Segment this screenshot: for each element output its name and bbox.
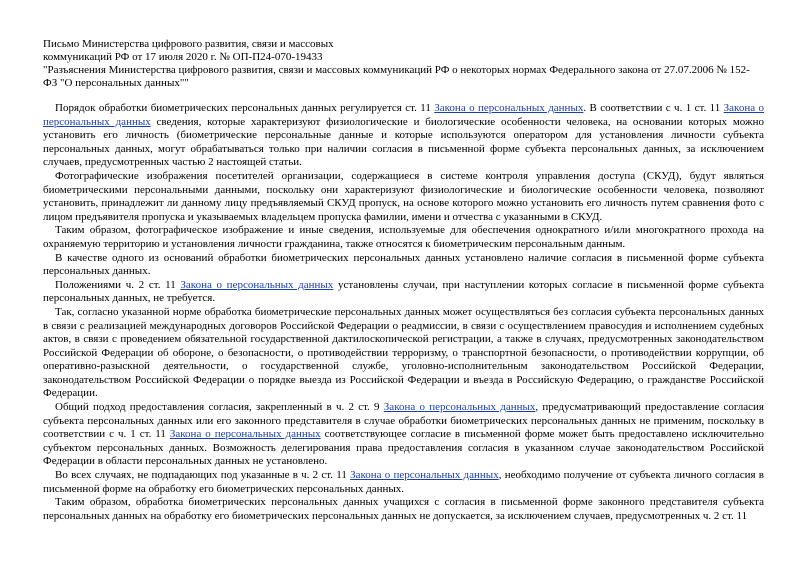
- law-link[interactable]: Закона о персональных данных: [383, 401, 536, 414]
- law-link[interactable]: Закона о персональных данных: [350, 469, 499, 482]
- law-link[interactable]: Закона о персональных данных: [180, 278, 334, 291]
- document-body: [43, 102, 764, 523]
- header-line-2: коммуникаций РФ от 17 июля 2020 г. № ОП-П24-070-19433: [43, 51, 323, 63]
- header-line-4: ФЗ "О персональных данных"": [43, 77, 189, 89]
- paragraph: Положениями ч. 2 ст. 11 Закона о персональных данных установлены случаи, при наступлении которых согласие в письменной форме субъекта персональных данных, не требуется.: [43, 278, 764, 305]
- paragraph: В качестве одного из оснований обработки биометрических персональных данных установлено наличие согласия в письменной форме субъекта персональных данных.: [43, 251, 764, 278]
- paragraph: Таким образом, обработка биометрических персональных данных учащихся с согласия в письменной форме законного представителя субъекта персональных данных на обработку его биометрических персональных данных не допускается, за исключением случаев, предусмотренных ч. 2 ст. 11: [43, 496, 764, 522]
- header-line-1: Письмо Министерства цифрового развития, связи и массовых: [43, 38, 334, 50]
- paragraph: Во всех случаях, не подпадающих под указанные в ч. 2 ст. 11 Закона о персональных данных, необходимо получение от субъекта личного согласия в письменной форме на обработку его биометрических персональных данных.: [43, 469, 764, 495]
- header-line-3: "Разъяснения Министерства цифрового развития, связи и массовых коммуникаций РФ о некоторых нормах Федерального закона от 27.07.2006 № 152-: [43, 64, 750, 76]
- paragraph: Фотографические изображения посетителей организации, содержащиеся в системе контроля управления доступа (СКУД), будут являться биометрическими персональными данными, поскольку они характеризуют физиологические и биологические особенности человека, позволяют установить, принадлежит ли данному лицу предъявляемый СКУД пропуск, на основе которого можно установить его личность путем сравнения фото с лицом предъявителя пропуска и указываемых владельцем пропуска фамилии, имени и отчества с указанными в СКУД.: [43, 169, 764, 223]
- paragraph: Порядок обработки биометрических персональных данных регулируется ст. 11 Закона о персональных данных. В соответствии с ч. 1 ст. 11 Закона о персональных данных сведения, которые характеризуют физиологические и биологические особенности человека, на основании которых можно установить его личность (биометрические персональные данные и которые используются оператором для установления личности субъекта персональных данных, могут обрабатываться только при наличии согласия в письменной форме субъекта персональных данных, за исключением случаев, предусмотренных частью 2 настоящей статьи.: [43, 102, 764, 169]
- law-link[interactable]: Закона о персональных данных: [169, 428, 321, 441]
- document-header: [43, 38, 764, 90]
- law-link[interactable]: Закона о персональных данных: [434, 102, 584, 114]
- paragraph: Таким образом, фотографическое изображение и иные сведения, используемые для обеспечения однократного и/или многократного прохода на охраняемую территорию и установления личности гражданина, также относятся к биометрическим персональным данным.: [43, 224, 764, 250]
- law-link[interactable]: Закона о персональных данных: [43, 102, 764, 128]
- paragraph: Общий подход предоставления согласия, закрепленный в ч. 2 ст. 9 Закона о персональных данных, предусматривающий предоставление согласия субъекта персональных данных или его законного представителя в случае обработки биометрических персональных данных не применим, поскольку в соответствии с ч. 1 ст. 11 Закона о персональных данных соответствующее согласие в письменной форме может быть предоставлено исключительно субъектом персональных данных. Возможность делегирования права предоставления согласия в указанном случае законодательством Российской Федерации в области персональных данных не установлено.: [43, 401, 764, 468]
- paragraph: Так, согласно указанной норме обработка биометрические персональных данных может осуществляться без согласия субъекта персональных данных в связи с реализацией международных договоров Российской Федерации о реадмиссии, в связи с осуществлением правосудия и исполнением судебных актов, в связи с проведением обязательной государственной дактилоскопической регистрации, а также в случаях, предусмотренных законодательством Российской Федерации об обороне, о безопасности, о противодействии терроризму, о транспортной безопасности, о противодействии коррупции, об оперативно-разыскной деятельности, о государственной службе, уголовно-исполнительным законодательством Российской Федерации, законодательством Российской Федерации о порядке выезда из Российской Федерации и въезда в Российскую Федерацию, о гражданстве Российской Федерации.: [43, 305, 764, 400]
